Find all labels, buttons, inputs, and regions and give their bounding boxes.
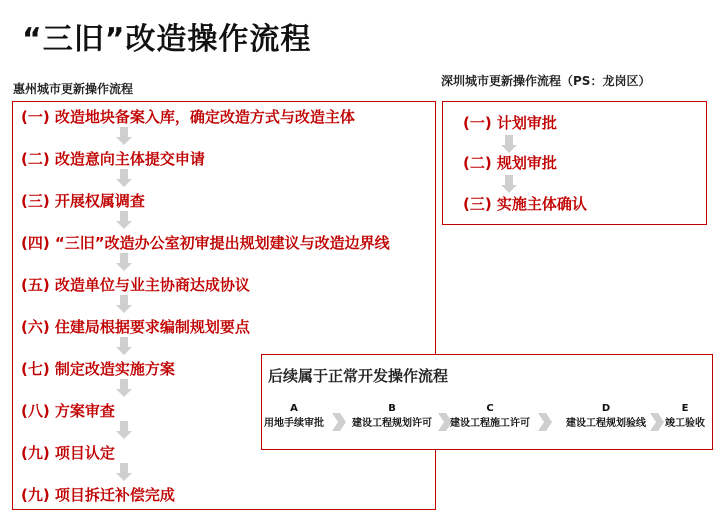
flow-step-letter: A — [290, 403, 298, 414]
shenzhen-step-3: (三) 实施主体确认 — [463, 195, 587, 213]
huizhou-step-3: (三) 开展权属调查 — [21, 192, 145, 210]
followup-process-box — [261, 354, 713, 450]
flow-step-letter: D — [601, 403, 611, 414]
flow-step-letter: B — [388, 403, 396, 414]
huizhou-step-1: (一) 改造地块备案入库，确定改造方式与改造主体 — [21, 108, 355, 126]
huizhou-step-7: (七) 制定改造实施方案 — [21, 360, 175, 378]
huizhou-step-4: (四) “三旧”改造办公室初审提出规划建议与改造边界线 — [21, 234, 390, 252]
flow-step-text: 用地手续审批 — [264, 418, 324, 429]
chevron-right-icon — [538, 413, 552, 431]
down-arrow-icon — [501, 175, 517, 193]
down-arrow-icon — [501, 135, 517, 153]
down-arrow-icon — [116, 295, 132, 313]
flow-step-letter: C — [486, 403, 494, 414]
huizhou-step-10: (九) 项目拆迁补偿完成 — [21, 486, 175, 504]
flow-step-e — [660, 403, 710, 439]
huizhou-step-8: (八) 方案审查 — [21, 402, 115, 420]
flow-step-text: 建设工程规划验线 — [566, 418, 646, 429]
huizhou-step-2: (二) 改造意向主体提交申请 — [21, 150, 205, 168]
flow-step-c — [442, 403, 538, 439]
flow-step-text: 建设工程施工许可 — [450, 418, 530, 429]
flow-step-b — [344, 403, 440, 439]
shenzhen-process-label: 深圳城市更新操作流程（PS：龙岗区） — [441, 74, 651, 88]
down-arrow-icon — [116, 337, 132, 355]
down-arrow-icon — [116, 211, 132, 229]
down-arrow-icon — [116, 253, 132, 271]
flow-step-d — [558, 403, 654, 439]
flow-step-letter: E — [681, 403, 689, 414]
down-arrow-icon — [116, 127, 132, 145]
huizhou-step-6: (六) 住建局根据要求编制规划要点 — [21, 318, 250, 336]
followup-title: 后续属于正常开发操作流程 — [268, 367, 449, 385]
down-arrow-icon — [116, 169, 132, 187]
followup-flow — [262, 403, 712, 439]
huizhou-step-5: (五) 改造单位与业主协商达成协议 — [21, 276, 250, 294]
huizhou-step-9: (九) 项目认定 — [21, 444, 115, 462]
shenzhen-process-panel — [442, 101, 707, 225]
flow-step-a — [262, 403, 326, 439]
shenzhen-step-2: (二) 规划审批 — [463, 154, 557, 172]
down-arrow-icon — [116, 379, 132, 397]
flow-step-text: 建设工程规划许可 — [352, 418, 432, 429]
shenzhen-step-1: (一) 计划审批 — [463, 114, 557, 132]
down-arrow-icon — [116, 463, 132, 481]
down-arrow-icon — [116, 421, 132, 439]
page-title: “三旧”改造操作流程 — [22, 22, 312, 57]
huizhou-process-label: 惠州城市更新操作流程 — [13, 82, 134, 96]
flow-step-text: 竣工验收 — [665, 418, 705, 429]
